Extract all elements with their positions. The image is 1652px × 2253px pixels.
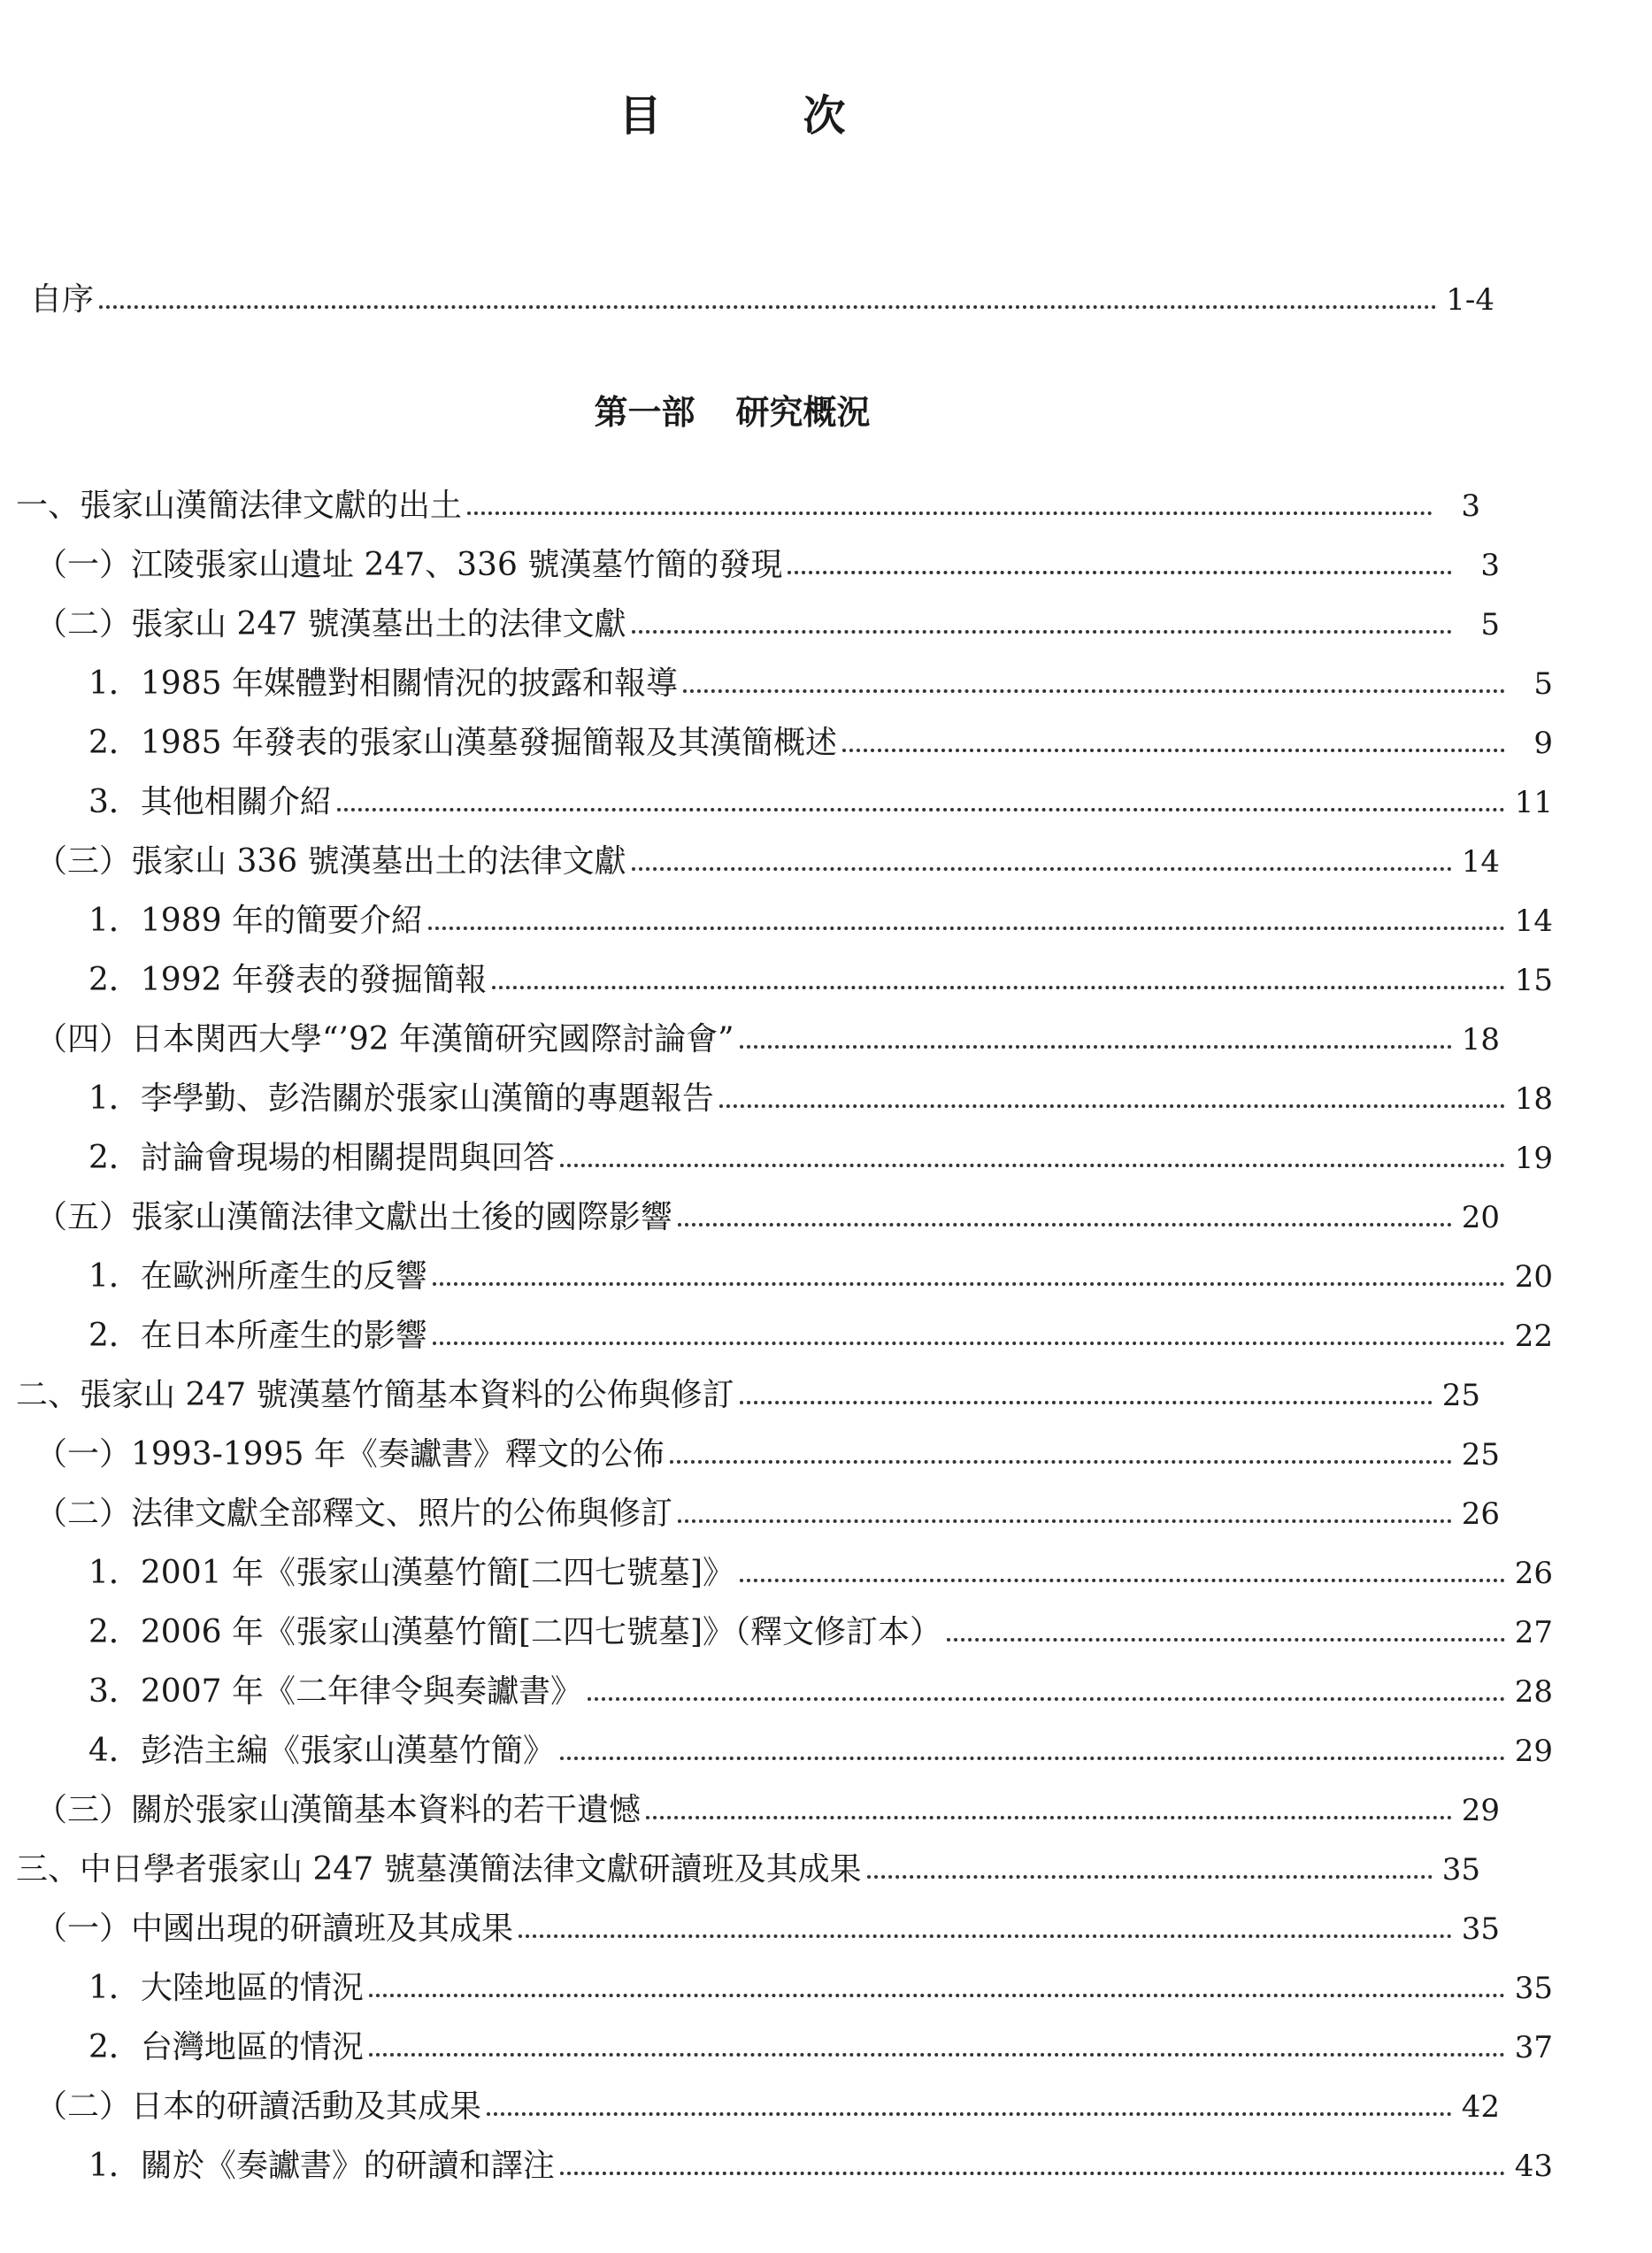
dot-leader [337, 808, 1505, 811]
toc-entry[interactable] [0, 2068, 1599, 2126]
toc-entry[interactable] [0, 1001, 1599, 1059]
dot-leader [99, 305, 1437, 309]
dot-leader [867, 1875, 1433, 1879]
toc-page-number: 26 [1461, 1496, 1500, 1532]
part-number: 第一部 [594, 392, 695, 432]
toc-entry[interactable] [0, 1772, 1599, 1830]
part-name: 研究概況 [735, 392, 871, 432]
toc-entry[interactable] [0, 2127, 1652, 2186]
toc-label: 2．在日本所產生的影響 [88, 1318, 427, 1354]
toc-label: （一）1993-1995 年《奏讞書》釋文的公佈 [35, 1436, 665, 1473]
toc-label: 1．2001 年《張家山漢墓竹簡[二四七號墓]》 [88, 1555, 735, 1591]
toc-label: 2．台灣地區的情況 [88, 2029, 364, 2065]
toc-page-number: 9 [1533, 726, 1553, 761]
dot-leader [467, 511, 1433, 515]
dot-leader [740, 1401, 1433, 1404]
toc-entry[interactable] [0, 1653, 1652, 1711]
page-title: 目 次 [619, 91, 895, 141]
toc-entry[interactable] [0, 2009, 1652, 2067]
toc-entry[interactable] [0, 1119, 1652, 1178]
dot-leader [678, 1519, 1452, 1523]
dot-leader [369, 1994, 1505, 1997]
dot-leader [947, 1638, 1505, 1642]
toc-label: 4．彭浩主編《張家山漢墓竹簡》 [88, 1733, 555, 1769]
toc-page-number: 29 [1514, 1734, 1553, 1769]
toc-entry[interactable] [0, 467, 1579, 526]
toc-page-number: 5 [1533, 666, 1553, 702]
toc-label: 2．1992 年發表的發掘簡報 [88, 962, 487, 998]
toc-entry-preface[interactable] [0, 261, 1583, 319]
toc-entry[interactable] [0, 704, 1652, 763]
toc-label: 1．1985 年媒體對相關情況的披露和報導 [88, 665, 678, 702]
toc-label: 2．1985 年發表的張家山漢墓發掘簡報及其漢簡概述 [88, 725, 837, 761]
toc-page-number: 35 [1514, 1971, 1553, 2006]
toc-page-number: 18 [1514, 1081, 1553, 1117]
dot-leader [369, 2053, 1505, 2057]
toc-entry[interactable] [0, 1297, 1652, 1356]
toc-label: 2．2006 年《張家山漢墓竹簡[二四七號墓]》（釋文修訂本） [88, 1614, 942, 1650]
toc-entry[interactable] [0, 645, 1652, 704]
toc-label: （三）張家山 336 號漢墓出土的法律文獻 [35, 843, 626, 880]
toc-page-number: 25 [1441, 1378, 1480, 1413]
toc-page-number: 19 [1514, 1141, 1553, 1176]
toc-page-number: 28 [1514, 1674, 1553, 1710]
dot-leader [519, 1934, 1452, 1938]
dot-leader [683, 689, 1505, 693]
toc-entry[interactable] [0, 1357, 1579, 1415]
part-heading [0, 385, 1464, 434]
toc-label: （二）張家山 247 號漢墓出土的法律文獻 [35, 606, 626, 642]
toc-label: 自序 [30, 281, 95, 318]
dot-leader [740, 1045, 1452, 1049]
dot-leader [646, 1816, 1452, 1819]
toc-page-number: 26 [1514, 1556, 1553, 1591]
toc-entry[interactable] [0, 1594, 1652, 1652]
toc-page-number: 5 [1480, 607, 1500, 642]
toc-page-number: 35 [1461, 1911, 1500, 1947]
toc-page-number: 3 [1461, 488, 1480, 524]
dot-leader [670, 1460, 1452, 1464]
dot-leader [560, 1164, 1505, 1167]
dot-leader [560, 2172, 1505, 2175]
toc-label: 1．1989 年的簡要介紹 [88, 903, 423, 939]
toc-entry[interactable] [0, 1949, 1652, 2008]
dot-leader [560, 1757, 1505, 1760]
toc-page-number: 14 [1461, 844, 1500, 880]
toc-label: （五）張家山漢簡法律文獻出土後的國際影響 [35, 1199, 673, 1235]
toc-page-number: 27 [1514, 1615, 1553, 1650]
toc-page-number: 15 [1514, 963, 1553, 998]
toc-label: 一、張家山漢簡法律文獻的出土 [16, 488, 463, 524]
toc-label: 3．2007 年《二年律令與奏讞書》 [88, 1673, 582, 1710]
toc-entry[interactable] [0, 823, 1599, 881]
dot-leader [588, 1697, 1505, 1701]
toc-entry[interactable] [0, 1179, 1599, 1237]
dot-leader [433, 1282, 1505, 1286]
toc-label: （二）日本的研讀活動及其成果 [35, 2088, 482, 2125]
toc-entry[interactable] [0, 882, 1652, 941]
toc-label: （三）關於張家山漢簡基本資料的若干遺憾 [35, 1792, 642, 1828]
toc-entry[interactable] [0, 1060, 1652, 1119]
dot-leader [740, 1579, 1505, 1582]
dot-leader [678, 1223, 1452, 1226]
dot-leader [632, 630, 1452, 634]
toc-label: 1．大陸地區的情況 [88, 1970, 364, 2006]
toc-entry[interactable] [0, 1712, 1652, 1771]
toc-label: 3．其他相關介紹 [88, 784, 332, 820]
toc-label: （一）中國出現的研讀班及其成果 [35, 1911, 514, 1947]
toc-page-number: 22 [1514, 1319, 1553, 1354]
dot-leader [632, 867, 1452, 871]
toc-page-number: 18 [1461, 1022, 1500, 1057]
toc-page-number: 37 [1514, 2030, 1553, 2065]
toc-entry[interactable] [0, 527, 1599, 585]
toc-entry[interactable] [0, 1416, 1599, 1474]
toc-label: （一）江陵張家山遺址 247、336 號漢墓竹簡的發現 [35, 547, 783, 583]
toc-label: （二）法律文獻全部釋文、照片的公佈與修訂 [35, 1496, 673, 1532]
toc-page-number: 43 [1514, 2149, 1553, 2184]
toc-page-number: 3 [1480, 548, 1500, 583]
dot-leader [842, 749, 1505, 752]
toc-entry[interactable] [0, 764, 1652, 822]
toc-label: 三、中日學者張家山 247 號墓漢簡法律文獻研讀班及其成果 [16, 1851, 862, 1888]
toc-page-number: 20 [1461, 1200, 1500, 1235]
toc-entry[interactable] [0, 586, 1599, 644]
toc-entry[interactable] [0, 1534, 1652, 1593]
toc-label: 1．李學勤、彭浩關於張家山漢簡的專題報告 [88, 1080, 714, 1117]
toc-label: 1．在歐洲所產生的反響 [88, 1258, 427, 1295]
dot-leader [433, 1342, 1505, 1345]
toc-page-number: 1-4 [1446, 282, 1494, 318]
toc-entry[interactable] [0, 942, 1652, 1000]
toc-entry[interactable] [0, 1831, 1579, 1889]
toc-entry[interactable] [0, 1238, 1652, 1296]
toc-entry[interactable] [0, 1890, 1599, 1949]
toc-label: 2．討論會現場的相關提問與回答 [88, 1140, 555, 1176]
toc-entry[interactable] [0, 1475, 1599, 1534]
dot-leader [788, 571, 1452, 574]
dot-leader [719, 1104, 1505, 1108]
toc-label: 1．關於《奏讞書》的研讀和譯注 [88, 2148, 555, 2184]
toc-page-number: 35 [1441, 1852, 1480, 1888]
toc-page-number: 20 [1514, 1259, 1553, 1295]
toc-page-number: 25 [1461, 1437, 1500, 1473]
toc-page-number: 42 [1461, 2089, 1500, 2125]
toc-page-number: 14 [1514, 904, 1553, 939]
dot-leader [428, 927, 1505, 930]
dot-leader [492, 986, 1505, 989]
toc-page-number: 29 [1461, 1793, 1500, 1828]
dot-leader [487, 2112, 1452, 2116]
toc-label: （四）日本関西大學“’92 年漢簡研究國際討論會” [35, 1021, 734, 1057]
toc-page-number: 11 [1514, 785, 1553, 820]
toc-label: 二、張家山 247 號漢墓竹簡基本資料的公佈與修訂 [16, 1377, 734, 1413]
